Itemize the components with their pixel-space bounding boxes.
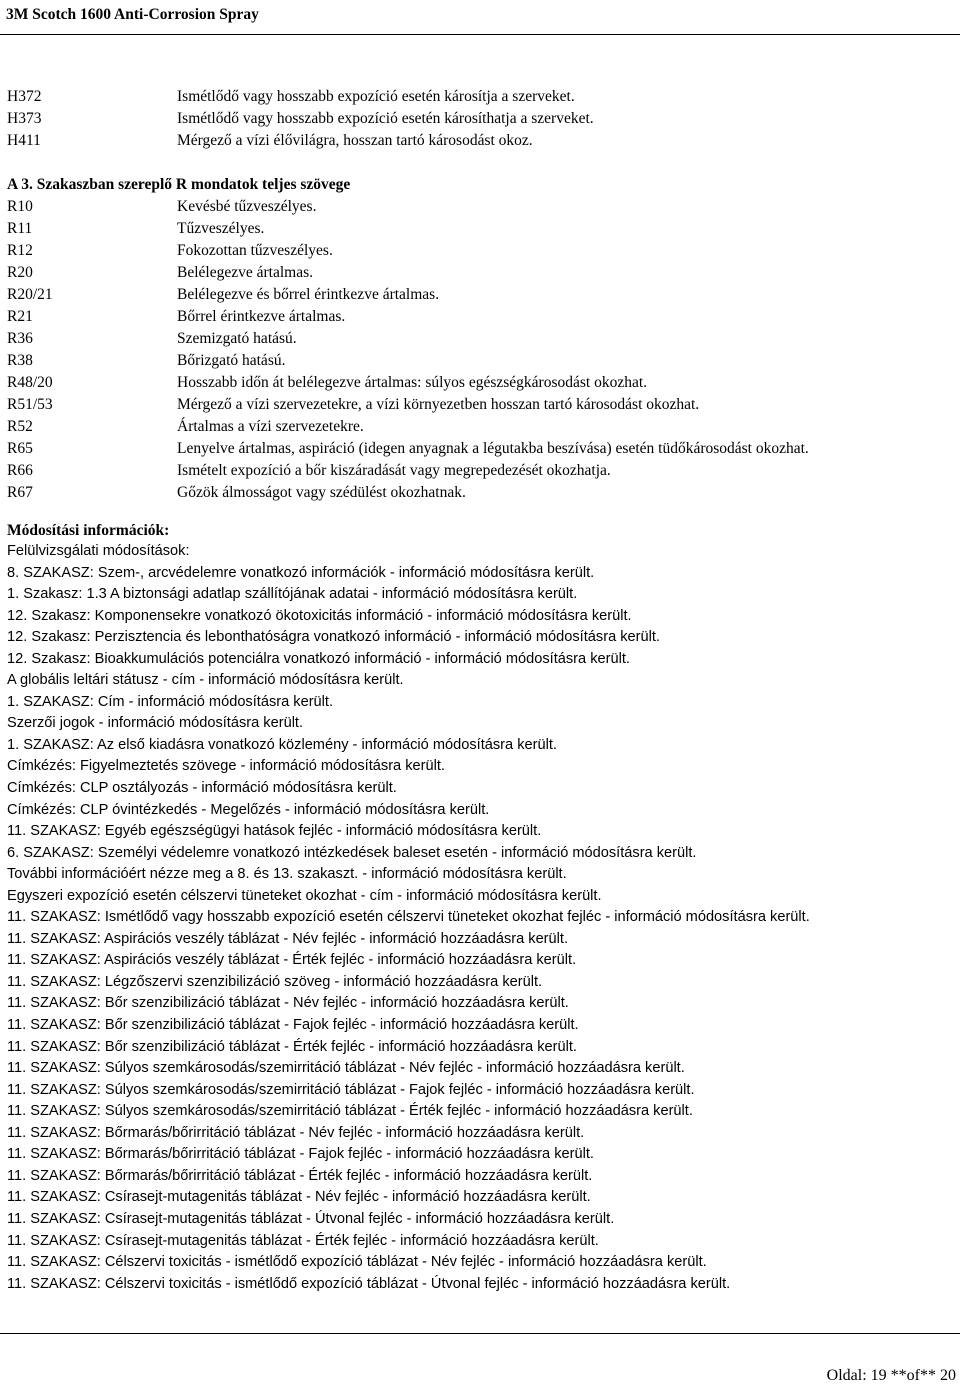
h-statement-code: H372	[7, 88, 42, 105]
r-statement-code: R12	[7, 242, 33, 259]
h-statement-row	[7, 86, 575, 108]
r-statement-text: Ismételt expozíció a bőr kiszáradását vagy megrepedezését okozhatja.	[177, 462, 611, 479]
r-section-heading: A 3. Szakaszban szereplő R mondatok teljes szövege	[7, 176, 351, 193]
r-statement-text: Ártalmas a vízi szervezetekre.	[177, 418, 364, 435]
r-statement-code: R20	[7, 264, 33, 281]
modification-line: 8. SZAKASZ: Szem-, arcvédelemre vonatkozó információk - információ módosításra került.	[7, 564, 595, 581]
r-statement-code: R36	[7, 330, 33, 347]
modification-line: 11. SZAKASZ: Bőrmarás/bőrirritáció táblázat - Fajok fejléc - információ hozzáadásra került.	[7, 1146, 594, 1163]
r-statement-text: Bőrrel érintkezve ártalmas.	[177, 308, 346, 325]
r-statement-code: R52	[7, 418, 33, 435]
modification-line: 11. SZAKASZ: Bőrmarás/bőrirritáció táblázat - Név fejléc - információ hozzáadásra került.	[7, 1124, 585, 1141]
r-statement-row	[7, 438, 809, 460]
r-statement-code: R21	[7, 308, 33, 325]
modifications-title: Módosítási információk:	[7, 522, 170, 539]
r-statement-code: R48/20	[7, 374, 53, 391]
h-statement-text: Ismétlődő vagy hosszabb expozíció esetén károsíthatja a szerveket.	[177, 110, 594, 127]
modification-line: Szerzői jogok - információ módosításra került.	[7, 715, 304, 732]
r-statement-row	[7, 460, 611, 482]
modification-line: 11. SZAKASZ: Légzőszervi szenzibilizáció szöveg - információ hozzáadásra került.	[7, 973, 543, 990]
modification-line: További információért nézze meg a 8. és 13. szakaszt. - információ módosításra került.	[7, 866, 567, 883]
h-statement-code: H411	[7, 132, 41, 149]
r-statement-row	[7, 196, 316, 218]
r-statement-row	[7, 328, 297, 350]
modification-line: 11. SZAKASZ: Ismétlődő vagy hosszabb expozíció esetén célszervi tüneteket okozhat fejléc - információ módosításra került.	[7, 909, 810, 926]
footer-divider	[0, 1333, 960, 1334]
r-statement-text: Lenyelve ártalmas, aspiráció (idegen anyagnak a légutakba beszívása) esetén tüdőkárosodást okozhat.	[177, 440, 809, 457]
r-statement-text: Tűzveszélyes.	[177, 220, 265, 237]
r-statement-row	[7, 240, 333, 262]
modification-line: 1. SZAKASZ: Cím - információ módosításra került.	[7, 693, 334, 710]
modification-line: 11. SZAKASZ: Súlyos szemkárosodás/szemirritáció táblázat - Érték fejléc - információ hozzáadásra került.	[7, 1103, 693, 1120]
r-statement-text: Belélegezve ártalmas.	[177, 264, 313, 281]
page-number: Oldal: 19 **of** 20	[826, 1367, 956, 1384]
r-statement-code: R38	[7, 352, 33, 369]
r-statement-row	[7, 482, 466, 504]
r-statement-text: Szemizgató hatású.	[177, 330, 297, 347]
modification-line: 11. SZAKASZ: Célszervi toxicitás - ismétlődő expozíció táblázat - Név fejléc - információ hozzáadásra került.	[7, 1254, 707, 1271]
modification-line: A globális leltári státusz - cím - információ módosításra került.	[7, 672, 404, 689]
modification-line: 12. Szakasz: Perzisztencia és lebonthatóságra vonatkozó információ - információ módosításra került.	[7, 629, 660, 646]
r-statement-row	[7, 372, 647, 394]
r-statement-code: R66	[7, 462, 33, 479]
modification-line: 11. SZAKASZ: Aspirációs veszély táblázat - Érték fejléc - információ hozzáadásra került.	[7, 952, 577, 969]
r-statement-code: R65	[7, 440, 33, 457]
modification-line: 11. SZAKASZ: Célszervi toxicitás - ismétlődő expozíció táblázat - Útvonal fejléc - információ hozzáadásra került.	[7, 1275, 731, 1292]
r-statement-code: R10	[7, 198, 33, 215]
modification-line: 11. SZAKASZ: Bőrmarás/bőrirritáció táblázat - Érték fejléc - információ hozzáadásra került.	[7, 1167, 593, 1184]
r-statement-text: Gőzök álmosságot vagy szédülést okozhatnak.	[177, 484, 466, 501]
r-statement-row	[7, 262, 313, 284]
r-statement-code: R11	[7, 220, 33, 237]
modifications-list	[7, 541, 810, 1295]
modification-line: Címkézés: CLP osztályozás - információ módosításra került.	[7, 780, 397, 797]
h-statement-row	[7, 130, 533, 152]
modification-line: Címkézés: Figyelmeztetés szövege - információ módosításra került.	[7, 758, 445, 775]
r-statement-code: R20/21	[7, 286, 53, 303]
modification-line: 11. SZAKASZ: Bőr szenzibilizáció táblázat - Név fejléc - információ hozzáadásra került.	[7, 995, 569, 1012]
modification-line: Egyszeri expozíció esetén célszervi tüneteket okozhat - cím - információ módosításra került.	[7, 887, 602, 904]
h-statement-text: Mérgező a vízi élővilágra, hosszan tartó károsodást okoz.	[177, 132, 533, 149]
modification-line: 11. SZAKASZ: Aspirációs veszély táblázat - Név fejléc - információ hozzáadásra került.	[7, 930, 569, 947]
r-statement-row	[7, 284, 439, 306]
r-statement-row	[7, 218, 264, 240]
r-statement-text: Hosszabb időn át belélegezve ártalmas: súlyos egészségkárosodást okozhat.	[177, 374, 648, 391]
h-statement-row	[7, 108, 594, 130]
r-statement-code: R51/53	[7, 396, 53, 413]
modification-line: 1. SZAKASZ: Az első kiadásra vonatkozó közlemény - információ módosításra került.	[7, 736, 557, 753]
document-title: 3M Scotch 1600 Anti-Corrosion Spray	[6, 6, 259, 23]
r-statement-text: Kevésbé tűzveszélyes.	[177, 198, 317, 215]
h-statement-code: H373	[7, 110, 42, 127]
modification-line: 11. SZAKASZ: Csírasejt-mutagenitás táblázat - Érték fejléc - információ hozzáadásra került.	[7, 1232, 599, 1249]
r-statement-row	[7, 416, 364, 438]
r-statement-row	[7, 394, 699, 416]
modification-line: 1. Szakasz: 1.3 A biztonsági adatlap szállítójának adatai - információ módosításra került.	[7, 586, 578, 603]
h-statement-text: Ismétlődő vagy hosszabb expozíció esetén károsítja a szerveket.	[177, 88, 575, 105]
r-statement-text: Fokozottan tűzveszélyes.	[177, 242, 333, 259]
modification-line: Címkézés: CLP óvintézkedés - Megelőzés - információ módosításra került.	[7, 801, 490, 818]
modification-line: 11. SZAKASZ: Csírasejt-mutagenitás táblázat - Útvonal fejléc - információ hozzáadásra került.	[7, 1210, 615, 1227]
r-statement-row	[7, 306, 345, 328]
modification-line: 11. SZAKASZ: Egyéb egészségügyi hatások fejléc - információ módosításra került.	[7, 823, 542, 840]
r-statement-text: Belélegezve és bőrrel érintkezve ártalmas.	[177, 286, 440, 303]
modifications-subtitle: Felülvizsgálati módosítások:	[7, 543, 190, 559]
r-statement-row	[7, 350, 285, 372]
modification-line: 11. SZAKASZ: Bőr szenzibilizáció táblázat - Érték fejléc - információ hozzáadásra került.	[7, 1038, 577, 1055]
modification-line: 12. Szakasz: Komponensekre vonatkozó ökotoxicitás információ - információ módosításra került.	[7, 607, 632, 624]
header-divider	[0, 34, 960, 35]
modification-line: 11. SZAKASZ: Bőr szenzibilizáció táblázat - Fajok fejléc - információ hozzáadásra került.	[7, 1017, 579, 1034]
modification-line: 11. SZAKASZ: Súlyos szemkárosodás/szemirritáció táblázat - Fajok fejléc - információ hozzáadásra került.	[7, 1081, 695, 1098]
modification-line: 12. Szakasz: Bioakkumulációs potenciálra vonatkozó információ - információ módosításra került.	[7, 650, 630, 667]
modification-line: 11. SZAKASZ: Súlyos szemkárosodás/szemirritáció táblázat - Név fejléc - információ hozzáadásra került.	[7, 1060, 685, 1077]
modification-line: 11. SZAKASZ: Csírasejt-mutagenitás táblázat - Név fejléc - információ hozzáadásra került.	[7, 1189, 591, 1206]
r-statement-code: R67	[7, 484, 33, 501]
r-statement-text: Bőrizgató hatású.	[177, 352, 286, 369]
modification-line: 6. SZAKASZ: Személyi védelemre vonatkozó intézkedések baleset esetén - információ módosításra került.	[7, 844, 697, 861]
r-statement-text: Mérgező a vízi szervezetekre, a vízi környezetben hosszan tartó károsodást okozhat.	[177, 396, 700, 413]
